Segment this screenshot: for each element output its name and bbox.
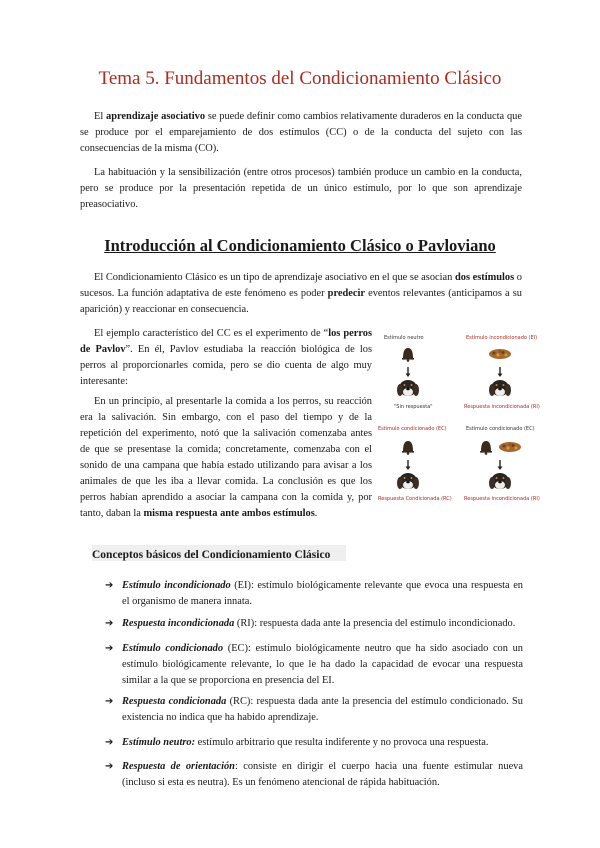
figure-response-none: "Sin respuesta"	[394, 404, 433, 410]
food-icon	[499, 442, 521, 452]
bell-icon	[402, 348, 414, 362]
term-aprendizaje-asociativo: aprendizaje asociativo	[106, 111, 206, 122]
concept-item: ➔ Respuesta condicionada (RC): respuesta dada ante la presencia del estímulo condicionado. Su existencia no indica que ha habido aprendizaje.	[105, 696, 523, 723]
figure-label-neutral: Estímulo neutro	[384, 335, 424, 341]
arrow-right-icon: ➔	[105, 618, 114, 629]
figure-label-ec-left: Estímulo condicionado (EC)	[378, 426, 447, 432]
dog-icon	[397, 380, 419, 396]
section-paragraph-3: En un principio, al presentarle la comida a los perros, su reacción era la salivación. Sin embargo, con el paso del tiempo y de la repetición del experimento, notó que la salivación comenzaba antes de que se presentase la comida; concretamente, comenzaba con el sonido de una campana que había estado utilizando para avisar a los animales de que les iba a llevar comida. La conclusión es que los perros habían aprendido a asociar la campana con la comida y, por tanto, daban la misma respuesta ante ambos estímulos.	[80, 396, 372, 519]
arrow-right-icon: ➔	[105, 580, 114, 591]
section-heading: Introducción al Condicionamiento Clásico o Pavloviano	[104, 236, 496, 255]
figure-response-ri-2: Respuesta incondicionada (RI)	[464, 496, 540, 502]
page-title: Tema 5. Fundamentos del Condicionamiento Clásico	[98, 68, 502, 89]
concept-item: ➔ Estímulo incondicionado (EI): estímulo biológicamente relevante que evoca una respuesta en el organismo de manera innata.	[105, 580, 523, 607]
arrow-right-icon: ➔	[105, 643, 114, 654]
concept-item: ➔ Estímulo condicionado (EC): estímulo biológicamente neutro que ha sido asociado con un estímulo biológicamente relevante, lo que le ha dado la capacidad de evocar una respuesta similar a la que se proporciona en presencia del EI.	[105, 643, 523, 686]
figure-response-rc: Respuesta Condicionada (RC)	[378, 496, 452, 502]
arrow-right-icon: ➔	[105, 737, 114, 748]
bell-icon	[480, 441, 492, 455]
bell-icon	[402, 441, 414, 455]
section-paragraph-1: El Condicionamiento Clásico es un tipo de aprendizaje asociativo en el que se asocian dos estímulos o sucesos. La función adaptativa de este fenómeno es poder predecir eventos relevantes (anticipamos a su aparición) y reaccionar en consecuencia.	[80, 272, 522, 315]
dog-icon	[489, 380, 511, 396]
arrow-icon	[406, 367, 411, 377]
arrow-icon	[498, 460, 503, 470]
arrow-icon	[498, 367, 503, 377]
arrow-right-icon: ➔	[105, 761, 114, 772]
figure-label-ei: Estímulo incondicionado (EI)	[466, 335, 538, 341]
section-paragraph-2: El ejemplo característico del CC es el experimento de “los perros de Pavlov”. En él, Pavlov estudiaba la reacción biológica de los perros al proporcionarles comida, pero se dio cuenta de algo muy interesante:	[80, 328, 372, 387]
dog-icon	[489, 473, 511, 489]
food-icon	[489, 349, 511, 359]
figure-label-ec-right: Estímulo condicionado (EC)	[466, 426, 535, 432]
concept-item: ➔ Respuesta de orientación: consiste en dirigir el cuerpo hacia una fuente estimular nueva (incluso si esta es neutra). Es un fenómeno atencional de rápida habituación.	[105, 761, 523, 788]
concepts-heading: Conceptos básicos del Condicionamiento Clásico	[92, 545, 346, 561]
pavlov-figure	[376, 326, 552, 516]
intro-paragraph-1: El aprendizaje asociativo se puede definir como cambios relativamente duraderos en la conducta que se produce por el emparejamiento de dos estímulos (CC) o de la conducta del sujeto con las consecuencias de la misma (CO).	[80, 111, 522, 154]
arrow-icon	[406, 460, 411, 470]
intro-paragraph-2: La habituación y la sensibilización (entre otros procesos) también produce un cambio en la conducta, pero se produce por la presentación repetida de un único estímulo, por lo que son aprendizaje preasociativo.	[80, 167, 522, 210]
concept-item: ➔ Respuesta incondicionada (RI): respuesta dada ante la presencia del estímulo incondicionado.	[105, 616, 523, 632]
concept-item: ➔ Estímulo neutro: estímulo arbitrario que resulta indiferente y no provoca una respuesta.	[105, 735, 523, 751]
arrow-right-icon: ➔	[105, 696, 114, 707]
dog-icon	[397, 473, 419, 489]
figure-response-ri: Respuesta incondicionada (RI)	[464, 404, 540, 410]
